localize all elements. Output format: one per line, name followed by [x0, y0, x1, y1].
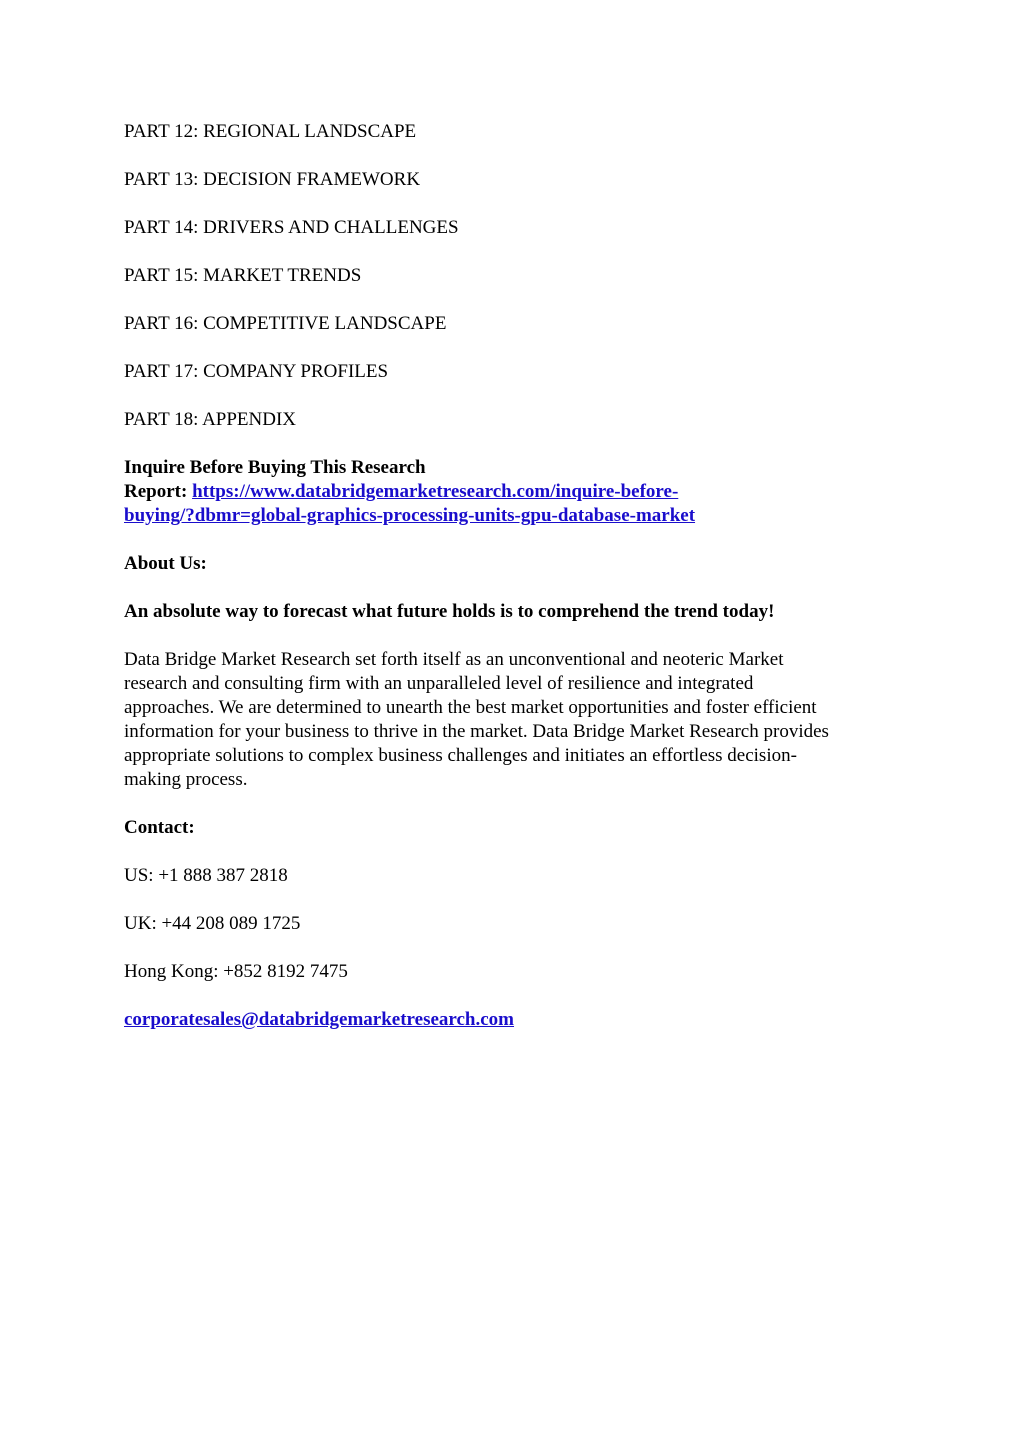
about-line: information for your business to thrive in the market. Data Bridge Market Research provides: [124, 721, 829, 742]
about-tagline: An absolute way to forecast what future holds is to comprehend the trend today!: [124, 601, 775, 622]
inquire-link-part-1[interactable]: https://www.databridgemarketresearch.com/inquire-before-: [192, 481, 679, 502]
contact-email-line: [124, 1008, 904, 1032]
about-paragraph: [124, 648, 904, 792]
inquire-link-part-2[interactable]: buying/?dbmr=global-graphics-processing-units-gpu-database-market: [124, 505, 696, 526]
toc-item-part-16: PART 16: COMPETITIVE LANDSCAPE: [124, 313, 447, 334]
contact-us-phone: US: +1 888 387 2818: [124, 865, 288, 886]
toc-item-part-12: PART 12: REGIONAL LANDSCAPE: [124, 121, 417, 142]
about-line: research and consulting firm with an unparalleled level of resilience and integrated: [124, 673, 754, 694]
toc-item-part-15: PART 15: MARKET TRENDS: [124, 265, 362, 286]
contact-email-link[interactable]: corporatesales@databridgemarketresearch.com: [124, 1009, 515, 1030]
about-line: approaches. We are determined to unearth the best market opportunities and foster efficient: [124, 697, 817, 718]
contact-uk-phone: UK: +44 208 089 1725: [124, 913, 301, 934]
inquire-link-continuation: [124, 504, 904, 528]
table-of-contents: [124, 120, 904, 432]
document-page: [124, 120, 904, 1056]
contact-hk-phone: Hong Kong: +852 8192 7475: [124, 961, 348, 982]
about-line: Data Bridge Market Research set forth itself as an unconventional and neoteric Market: [124, 649, 784, 670]
contact-heading: Contact:: [124, 817, 195, 838]
toc-item-part-17: PART 17: COMPANY PROFILES: [124, 361, 389, 382]
about-line: appropriate solutions to complex business challenges and initiates an effortless decision-: [124, 745, 797, 766]
toc-item-part-13: PART 13: DECISION FRAMEWORK: [124, 169, 421, 190]
inquire-report-label: Report:: [124, 481, 193, 502]
inquire-section: [124, 456, 904, 528]
toc-item-part-14: PART 14: DRIVERS AND CHALLENGES: [124, 217, 459, 238]
inquire-heading: Inquire Before Buying This Research: [124, 457, 426, 478]
inquire-report-line: [124, 480, 904, 504]
toc-item-part-18: PART 18: APPENDIX: [124, 409, 297, 430]
about-line: making process.: [124, 769, 248, 790]
about-heading: About Us:: [124, 553, 207, 574]
